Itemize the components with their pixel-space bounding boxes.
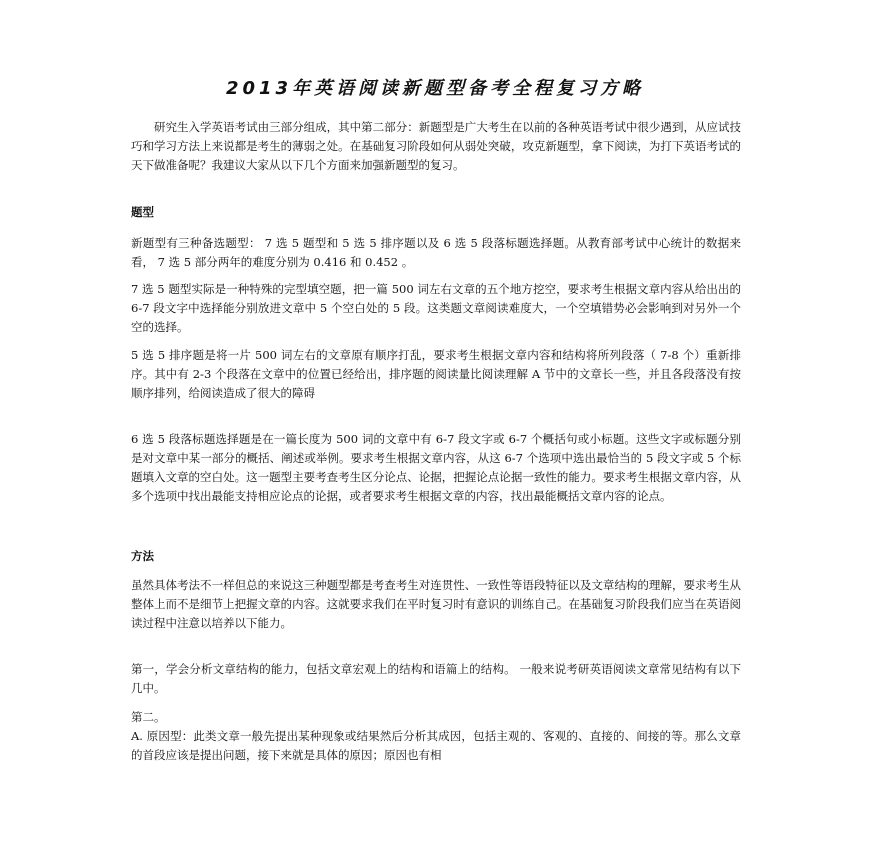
paragraph-methods-overview: 虽然具体考法不一样但总的来说这三种题型都是考查考生对连贯性、一致性等语段特征以及文章结构的理解，要求考生从整体上而不是细节上把握文章的内容。这就要求我们在平时复习时有意识的训练自己。在基础复习阶段我们应当在英语阅读过程中注意以培养以下能力。 [131, 578, 741, 630]
paragraph-6-choose-5-headings: 6 选 5 段落标题选择题是在一篇长度为 500 词的文章中有 6-7 段文字或 6-7 个概括句或小标题。这些文字或标题分别是对文章中某一部分的概括、阐述或举例。要求考生根据文章内容，从这 6-7 个选项中选出最恰当的 5 段文字或 5 个标题填入文章的空白处。这一题型主要考查考生区分论点、论据，把握论点论据一致性的能力。要求考生根据文章内容，从多个选项中找出最能支持相应论点的论据，或者要求考生根据文章的内容，找出最能概括文章内容的论点。 [131, 432, 741, 503]
paragraph-cause-type: A. 原因型：此类文章一般先提出某种现象或结果然后分析其成因，包括主观的、客观的、直接的、间接的等。那么文章的首段应该是提出问题，接下来就是具体的原因；原因也有相 [131, 729, 741, 762]
paragraph-7-choose-5: 7 选 5 题型实际是一种特殊的完型填空题，把一篇 500 词左右文章的五个地方挖空，要求考生根据文章内容从给出出的 6-7 段文字中选择能分别放进文章中 5 个空白处的 5 段。这类题文章阅读难度大，一个空填错势必会影响到对另外一个空的选择。 [131, 282, 741, 334]
paragraph-5-choose-5-ordering: 5 选 5 排序题是将一片 500 词左右的文章原有顺序打乱，要求考生根据文章内容和结构将所列段落（ 7-8 个）重新排序。其中有 2-3 个段落在文章中的位置已经给出，排序题的阅读量比阅读理解 A 节中的文章长一些，并且各段落没有按顺序排列，给阅读造成了很大的障碍 [131, 348, 741, 400]
paragraph-second-label: 第二。 [131, 710, 166, 724]
intro-paragraph: 研究生入学英语考试由三部分组成，其中第二部分：新题型是广大考生在以前的各种英语考试中很少遇到，从应试技巧和学习方法上来说都是考生的薄弱之处。在基础复习阶段如何从弱处突破，攻克新题型，拿下阅读，为打下英语考试的天下做准备呢？我建议大家从以下几个方面来加强新题型的复习。 [131, 120, 741, 172]
section-heading-methods: 方法 [131, 549, 154, 563]
section-heading-question-types: 题型 [131, 205, 154, 219]
paragraph-question-types-overview: 新题型有三种备选题型： 7 选 5 题型和 5 选 5 排序题以及 6 选 5 段落标题选择题。从教育部考试中心统计的数据来看， 7 选 5 部分两年的难度分别为 0.416 和 0.452 。 [131, 236, 741, 269]
document-title: 2013年英语阅读新题型备考全程复习方略 [225, 78, 645, 99]
paragraph-first-ability: 第一，学会分析文章结构的能力，包括文章宏观上的结构和语篇上的结构。 一般来说考研英语阅读文章常见结构有以下几中。 [131, 662, 741, 695]
